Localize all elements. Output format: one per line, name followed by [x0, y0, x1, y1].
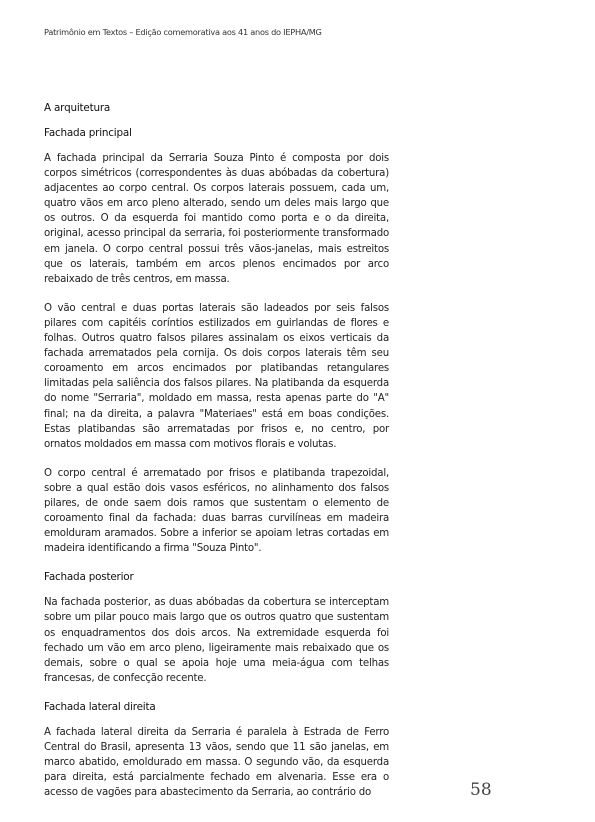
section-title-fachada-principal: Fachada principal [44, 127, 132, 139]
page-number: 58 [470, 780, 492, 800]
running-header: Patrimônio em Textos – Edição comemorativa aos 41 anos do IEPHA/MG [44, 27, 322, 37]
paragraph: A fachada lateral direita da Serraria é paralela à Estrada de Ferro Central do Brasil, apresenta 13 vãos, sendo que 11 são janelas, em marco abatido, emoldurado em massa. O segundo vão, da esquerda para direita, está parcialmente fechado em alvenaria. Esse era o acesso de vagões para abastecimento da Serraria, ao contrário do [44, 726, 389, 799]
paragraph: Na fachada posterior, as duas abóbadas da cobertura se interceptam sobre um pilar pouco mais largo que os outros quatro que sustentam os enquadramentos dos dois arcos. Na extremidade esquerda foi fechado um vão em arco pleno, ligeiramente mais rebaixado que os demais, sobre o qual se apoia hoje uma meia-água com telhas francesas, de confecção recente. [44, 597, 389, 684]
section-title-fachada-posterior: Fachada posterior [44, 571, 134, 584]
paragraph: O vão central e duas portas laterais são ladeados por seis falsos pilares com capitéis coríntios estilizados em guirlandas de flores e folhas. Outros quatro falsos pilares assinalam os eixos verticais da fachada arrematados pela cornija. Os dois corpos laterais têm seu coroamento em arcos encimados por platibandas retangulares limitadas pela saliência dos falsos pilares. Na platibanda da esquerda do nome "Serraria", moldado em massa, resta apenas parte do "A" final; na da direita, a palavra "Materiaes" está em boas condições. Estas platibandas são arrematadas por frisos e, no centro, por ornatos moldados em massa com motivos florais e volutas. [44, 302, 389, 450]
paragraph: A fachada principal da Serraria Souza Pinto é composta por dois corpos simétricos (correspondentes às duas abóbadas da cobertura) adjacentes ao corpo central. Os corpos laterais possuem, cada um, quatro vãos em arco pleno alterado, sendo um deles mais largo que os outros. O da esquerda foi mantido como porta e o da direita, original, acesso principal da serraria, foi posteriormente transformado em janela. O corpo central possui três vãos-janelas, mais estreitos que os laterais, também em arcos plenos encimados por arco rebaixado de três centros, em massa. [44, 153, 389, 285]
article-heading: A arquitetura [44, 102, 111, 114]
section-title-fachada-lateral-direita: Fachada lateral direita [44, 700, 156, 713]
article-body [44, 101, 389, 814]
paragraph: O corpo central é arrematado por frisos e platibanda trapezoidal, sobre a qual estão dois vasos esféricos, no alinhamento dos falsos pilares, de onde saem dois ramos que sustentam o elemento de coroamento final da fachada: duas barras curvilíneas em madeira emolduram aramados. Sobre a inferior se apoiam letras cortadas em madeira identificando a firma "Souza Pinto". [44, 467, 389, 555]
